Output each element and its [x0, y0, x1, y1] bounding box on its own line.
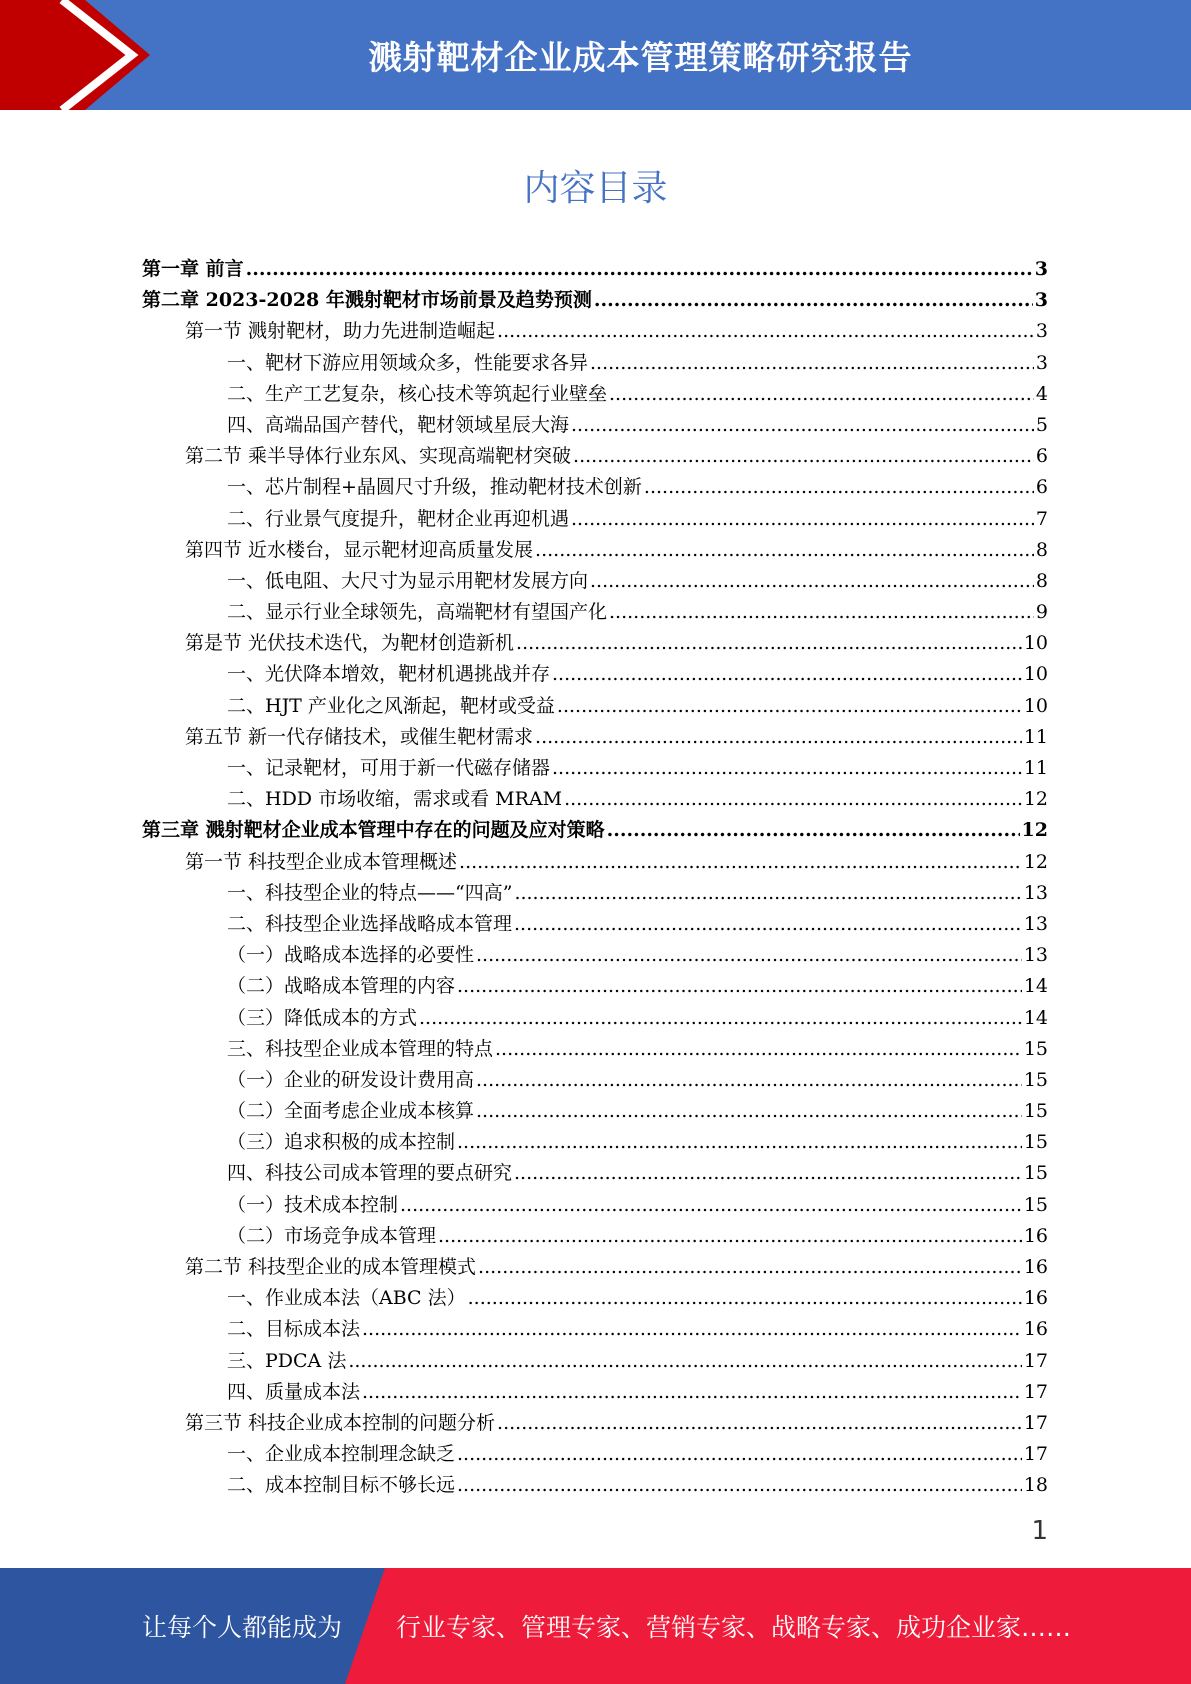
toc-entry-page: 11 [1023, 725, 1048, 748]
toc-dot-leader [514, 909, 1022, 940]
toc-entry-page: 7 [1035, 507, 1048, 530]
toc-dot-leader [476, 940, 1022, 971]
toc-entry-title: 一、作业成本法（ABC 法） [227, 1287, 466, 1310]
toc-entry-title: 第四节 近水楼台，显示靶材迎高质量发展 [185, 538, 534, 561]
toc-entry-title: 二、显示行业全球领先，高端靶材有望国产化 [227, 601, 608, 624]
toc-entry-page: 5 [1035, 413, 1048, 436]
toc-entry[interactable] [142, 316, 1048, 347]
toc-entry-page: 10 [1023, 632, 1048, 655]
toc-dot-leader [459, 847, 1022, 878]
toc-dot-leader [457, 1127, 1022, 1158]
toc-entry-title: 三、科技型企业成本管理的特点 [227, 1037, 494, 1060]
toc-dot-leader [552, 753, 1022, 784]
toc-entry[interactable] [142, 1034, 1048, 1065]
toc-entry-title: 第是节 光伏技术迭代，为靶材创造新机 [185, 632, 515, 655]
toc-entry[interactable] [142, 1408, 1048, 1439]
toc-entry-title: 一、记录靶材，可用于新一代磁存储器 [227, 757, 551, 779]
toc-dot-leader [362, 1377, 1022, 1408]
toc-entry-page: 3 [1034, 289, 1048, 312]
toc-entry-title: 一、光伏降本增效，靶材机遇挑战并存 [227, 663, 551, 686]
toc-dot-leader [516, 628, 1022, 659]
toc-entry[interactable] [142, 566, 1048, 597]
toc-entry-title: （三）降低成本的方式 [227, 1006, 418, 1029]
toc-entry[interactable] [142, 1158, 1048, 1189]
toc-entry-title: （一）技术成本控制 [227, 1193, 399, 1216]
toc-entry[interactable] [142, 1221, 1048, 1252]
toc-entry[interactable] [142, 1190, 1048, 1221]
toc-entry-title: 第一节 溅射靶材，助力先进制造崛起 [185, 320, 496, 343]
toc-dot-leader [400, 1190, 1022, 1221]
report-title: 溅射靶材企业成本管理策略研究报告 [368, 37, 913, 77]
toc-entry[interactable] [142, 1065, 1048, 1096]
toc-entry-title: 第三节 科技企业成本控制的问题分析 [185, 1411, 496, 1434]
toc-dot-leader [419, 1003, 1022, 1034]
toc-entry[interactable] [142, 909, 1048, 940]
toc-entry-title: 第五节 新一代存储技术，或催生靶材需求 [185, 725, 534, 748]
toc-entry[interactable] [142, 1439, 1048, 1470]
toc-entry[interactable] [142, 815, 1048, 846]
toc-entry-page: 16 [1023, 1318, 1048, 1341]
red-chevron-icon [0, 0, 150, 110]
toc-entry[interactable] [142, 784, 1048, 815]
toc-entry[interactable] [142, 1346, 1048, 1377]
toc-entry-page: 18 [1023, 1474, 1048, 1497]
toc-entry-title: 第一节 科技型企业成本管理概述 [185, 850, 458, 873]
toc-entry[interactable] [142, 628, 1048, 659]
toc-entry-title: （三）追求积极的成本控制 [227, 1131, 456, 1154]
toc-entry[interactable] [142, 472, 1048, 503]
toc-dot-leader [609, 597, 1034, 628]
toc-entry[interactable] [142, 410, 1048, 441]
footer-slogan-right: 行业专家、管理专家、营销专家、战略专家、成功企业家…… [396, 1613, 1072, 1642]
table-of-contents [142, 254, 1048, 1502]
toc-dot-leader [438, 1221, 1022, 1252]
toc-dot-leader [476, 1065, 1022, 1096]
toc-entry-page: 9 [1035, 601, 1048, 624]
toc-entry-page: 3 [1035, 351, 1048, 374]
toc-entry-title: 一、科技型企业的特点——“四高” [227, 881, 513, 904]
toc-entry-page: 15 [1023, 1162, 1048, 1185]
toc-entry-page: 15 [1023, 1131, 1048, 1154]
toc-dot-leader [557, 691, 1022, 722]
toc-entry-page: 4 [1035, 382, 1048, 405]
toc-entry-page: 16 [1023, 1224, 1048, 1247]
toc-entry-title: 一、芯片制程+晶圆尺寸升级，推动靶材技术创新 [227, 476, 642, 499]
toc-dot-leader [594, 285, 1033, 316]
toc-entry[interactable] [142, 940, 1048, 971]
toc-entry[interactable] [142, 1283, 1048, 1314]
toc-entry[interactable] [142, 1003, 1048, 1034]
header-banner [0, 0, 1191, 110]
toc-dot-leader [457, 971, 1022, 1002]
toc-entry-page: 14 [1023, 975, 1048, 998]
toc-entry[interactable] [142, 254, 1048, 285]
toc-entry[interactable] [142, 847, 1048, 878]
toc-dot-leader [644, 472, 1034, 503]
toc-entry-page: 17 [1023, 1380, 1048, 1403]
toc-dot-leader [609, 379, 1034, 410]
toc-dot-leader [478, 1252, 1022, 1283]
toc-entry-title: 第三章 溅射靶材企业成本管理中存在的问题及应对策略 [142, 819, 605, 842]
toc-entry[interactable] [142, 535, 1048, 566]
toc-entry-title: （一）战略成本选择的必要性 [227, 944, 475, 967]
toc-entry[interactable] [142, 878, 1048, 909]
toc-entry-title: （二）全面考虑企业成本核算 [227, 1100, 475, 1123]
toc-entry-page: 10 [1023, 663, 1048, 686]
toc-entry-title: 第二节 乘半导体行业东风、实现高端靶材突破 [185, 445, 572, 468]
toc-entry-page: 8 [1035, 538, 1048, 561]
toc-entry-title: 一、低电阻、大尺寸为显示用靶材发展方向 [227, 569, 589, 592]
toc-entry-page: 15 [1023, 1068, 1048, 1091]
toc-dot-leader [457, 1439, 1022, 1470]
toc-dot-leader [571, 410, 1034, 441]
toc-dot-leader [564, 784, 1022, 815]
toc-entry[interactable] [142, 1127, 1048, 1158]
toc-entry-page: 10 [1023, 694, 1048, 717]
toc-dot-leader [535, 722, 1022, 753]
toc-entry-page: 13 [1023, 912, 1048, 935]
toc-entry-page: 15 [1023, 1100, 1048, 1123]
toc-entry-page: 6 [1035, 476, 1048, 499]
toc-heading: 内容目录 [523, 168, 668, 209]
toc-entry-title: 第二节 科技型企业的成本管理模式 [185, 1256, 477, 1278]
toc-entry[interactable] [142, 691, 1048, 722]
toc-entry-title: 第一章 前言 [142, 258, 244, 280]
toc-entry-title: 二、生产工艺复杂，核心技术等筑起行业壁垒 [227, 382, 608, 405]
toc-entry-page: 6 [1035, 445, 1048, 468]
toc-entry[interactable] [142, 1314, 1048, 1345]
toc-entry[interactable] [142, 1470, 1048, 1501]
toc-entry-page: 16 [1023, 1256, 1048, 1278]
toc-entry-page: 16 [1023, 1287, 1048, 1310]
page-number: 1 [1031, 1516, 1048, 1546]
toc-dot-leader [590, 566, 1034, 597]
toc-entry-title: 二、科技型企业选择战略成本管理 [227, 912, 513, 935]
toc-entry-title: 四、科技公司成本管理的要点研究 [227, 1162, 513, 1185]
toc-dot-leader [514, 1158, 1022, 1189]
toc-entry[interactable] [142, 971, 1048, 1002]
toc-entry[interactable] [142, 285, 1048, 316]
toc-entry-title: （二）战略成本管理的内容 [227, 975, 456, 998]
toc-dot-leader [246, 254, 1033, 285]
toc-entry-page: 13 [1023, 881, 1048, 904]
toc-entry[interactable] [142, 1377, 1048, 1408]
toc-entry-page: 3 [1035, 320, 1048, 343]
toc-entry-page: 12 [1023, 850, 1048, 873]
toc-entry-title: 二、行业景气度提升，靶材企业再迎机遇 [227, 507, 570, 530]
toc-entry[interactable] [142, 597, 1048, 628]
toc-entry-title: 一、靶材下游应用领域众多，性能要求各异 [227, 351, 589, 374]
toc-entry-title: 二、HDD 市场收缩，需求或看 MRAM [227, 788, 563, 811]
toc-entry-title: 二、成本控制目标不够长远 [227, 1474, 456, 1497]
toc-dot-leader [362, 1314, 1022, 1345]
toc-dot-leader [571, 504, 1034, 535]
toc-entry-title: 第二章 2023-2028 年溅射靶材市场前景及趋势预测 [142, 289, 592, 312]
toc-entry-title: （二）市场竞争成本管理 [227, 1224, 437, 1247]
toc-entry[interactable] [142, 379, 1048, 410]
toc-entry[interactable] [142, 753, 1048, 784]
toc-entry-title: 四、高端品国产替代，靶材领域星辰大海 [227, 413, 570, 436]
toc-entry-page: 14 [1023, 1006, 1048, 1029]
toc-entry-page: 17 [1023, 1443, 1048, 1466]
toc-entry[interactable] [142, 1096, 1048, 1127]
toc-dot-leader [497, 1408, 1022, 1439]
toc-dot-leader [476, 1096, 1022, 1127]
toc-dot-leader [590, 348, 1034, 379]
toc-dot-leader [348, 1346, 1021, 1377]
toc-entry-page: 17 [1023, 1411, 1048, 1434]
toc-entry[interactable] [142, 722, 1048, 753]
toc-entry[interactable] [142, 504, 1048, 535]
toc-entry-title: 四、质量成本法 [227, 1380, 361, 1403]
toc-entry-page: 15 [1023, 1037, 1048, 1060]
toc-entry[interactable] [142, 659, 1048, 690]
toc-entry[interactable] [142, 441, 1048, 472]
toc-entry-page: 3 [1034, 258, 1048, 280]
toc-dot-leader [468, 1283, 1022, 1314]
toc-dot-leader [457, 1470, 1022, 1501]
toc-entry[interactable] [142, 1252, 1048, 1283]
toc-entry-page: 12 [1023, 788, 1048, 811]
toc-dot-leader [552, 659, 1022, 690]
toc-entry-title: 一、企业成本控制理念缺乏 [227, 1443, 456, 1466]
toc-entry-page: 13 [1023, 944, 1048, 967]
toc-dot-leader [495, 1034, 1022, 1065]
toc-dot-leader [497, 316, 1034, 347]
toc-entry-page: 12 [1021, 819, 1048, 842]
toc-entry-title: 二、目标成本法 [227, 1318, 361, 1341]
toc-entry-page: 11 [1023, 757, 1048, 779]
toc-entry-title: （一）企业的研发设计费用高 [227, 1068, 475, 1091]
footer-slogan-left: 让每个人都能成为 [142, 1613, 343, 1642]
toc-entry-page: 17 [1023, 1349, 1048, 1372]
toc-entry-page: 8 [1035, 569, 1048, 592]
toc-dot-leader [607, 815, 1020, 846]
footer-banner [0, 1568, 1191, 1684]
toc-entry-title: 二、HJT 产业化之风渐起，靶材或受益 [227, 694, 555, 717]
toc-dot-leader [514, 878, 1021, 909]
toc-entry-title: 三、PDCA 法 [227, 1349, 347, 1372]
toc-entry-page: 15 [1023, 1193, 1048, 1216]
toc-dot-leader [535, 535, 1034, 566]
toc-dot-leader [573, 441, 1034, 472]
toc-entry[interactable] [142, 348, 1048, 379]
